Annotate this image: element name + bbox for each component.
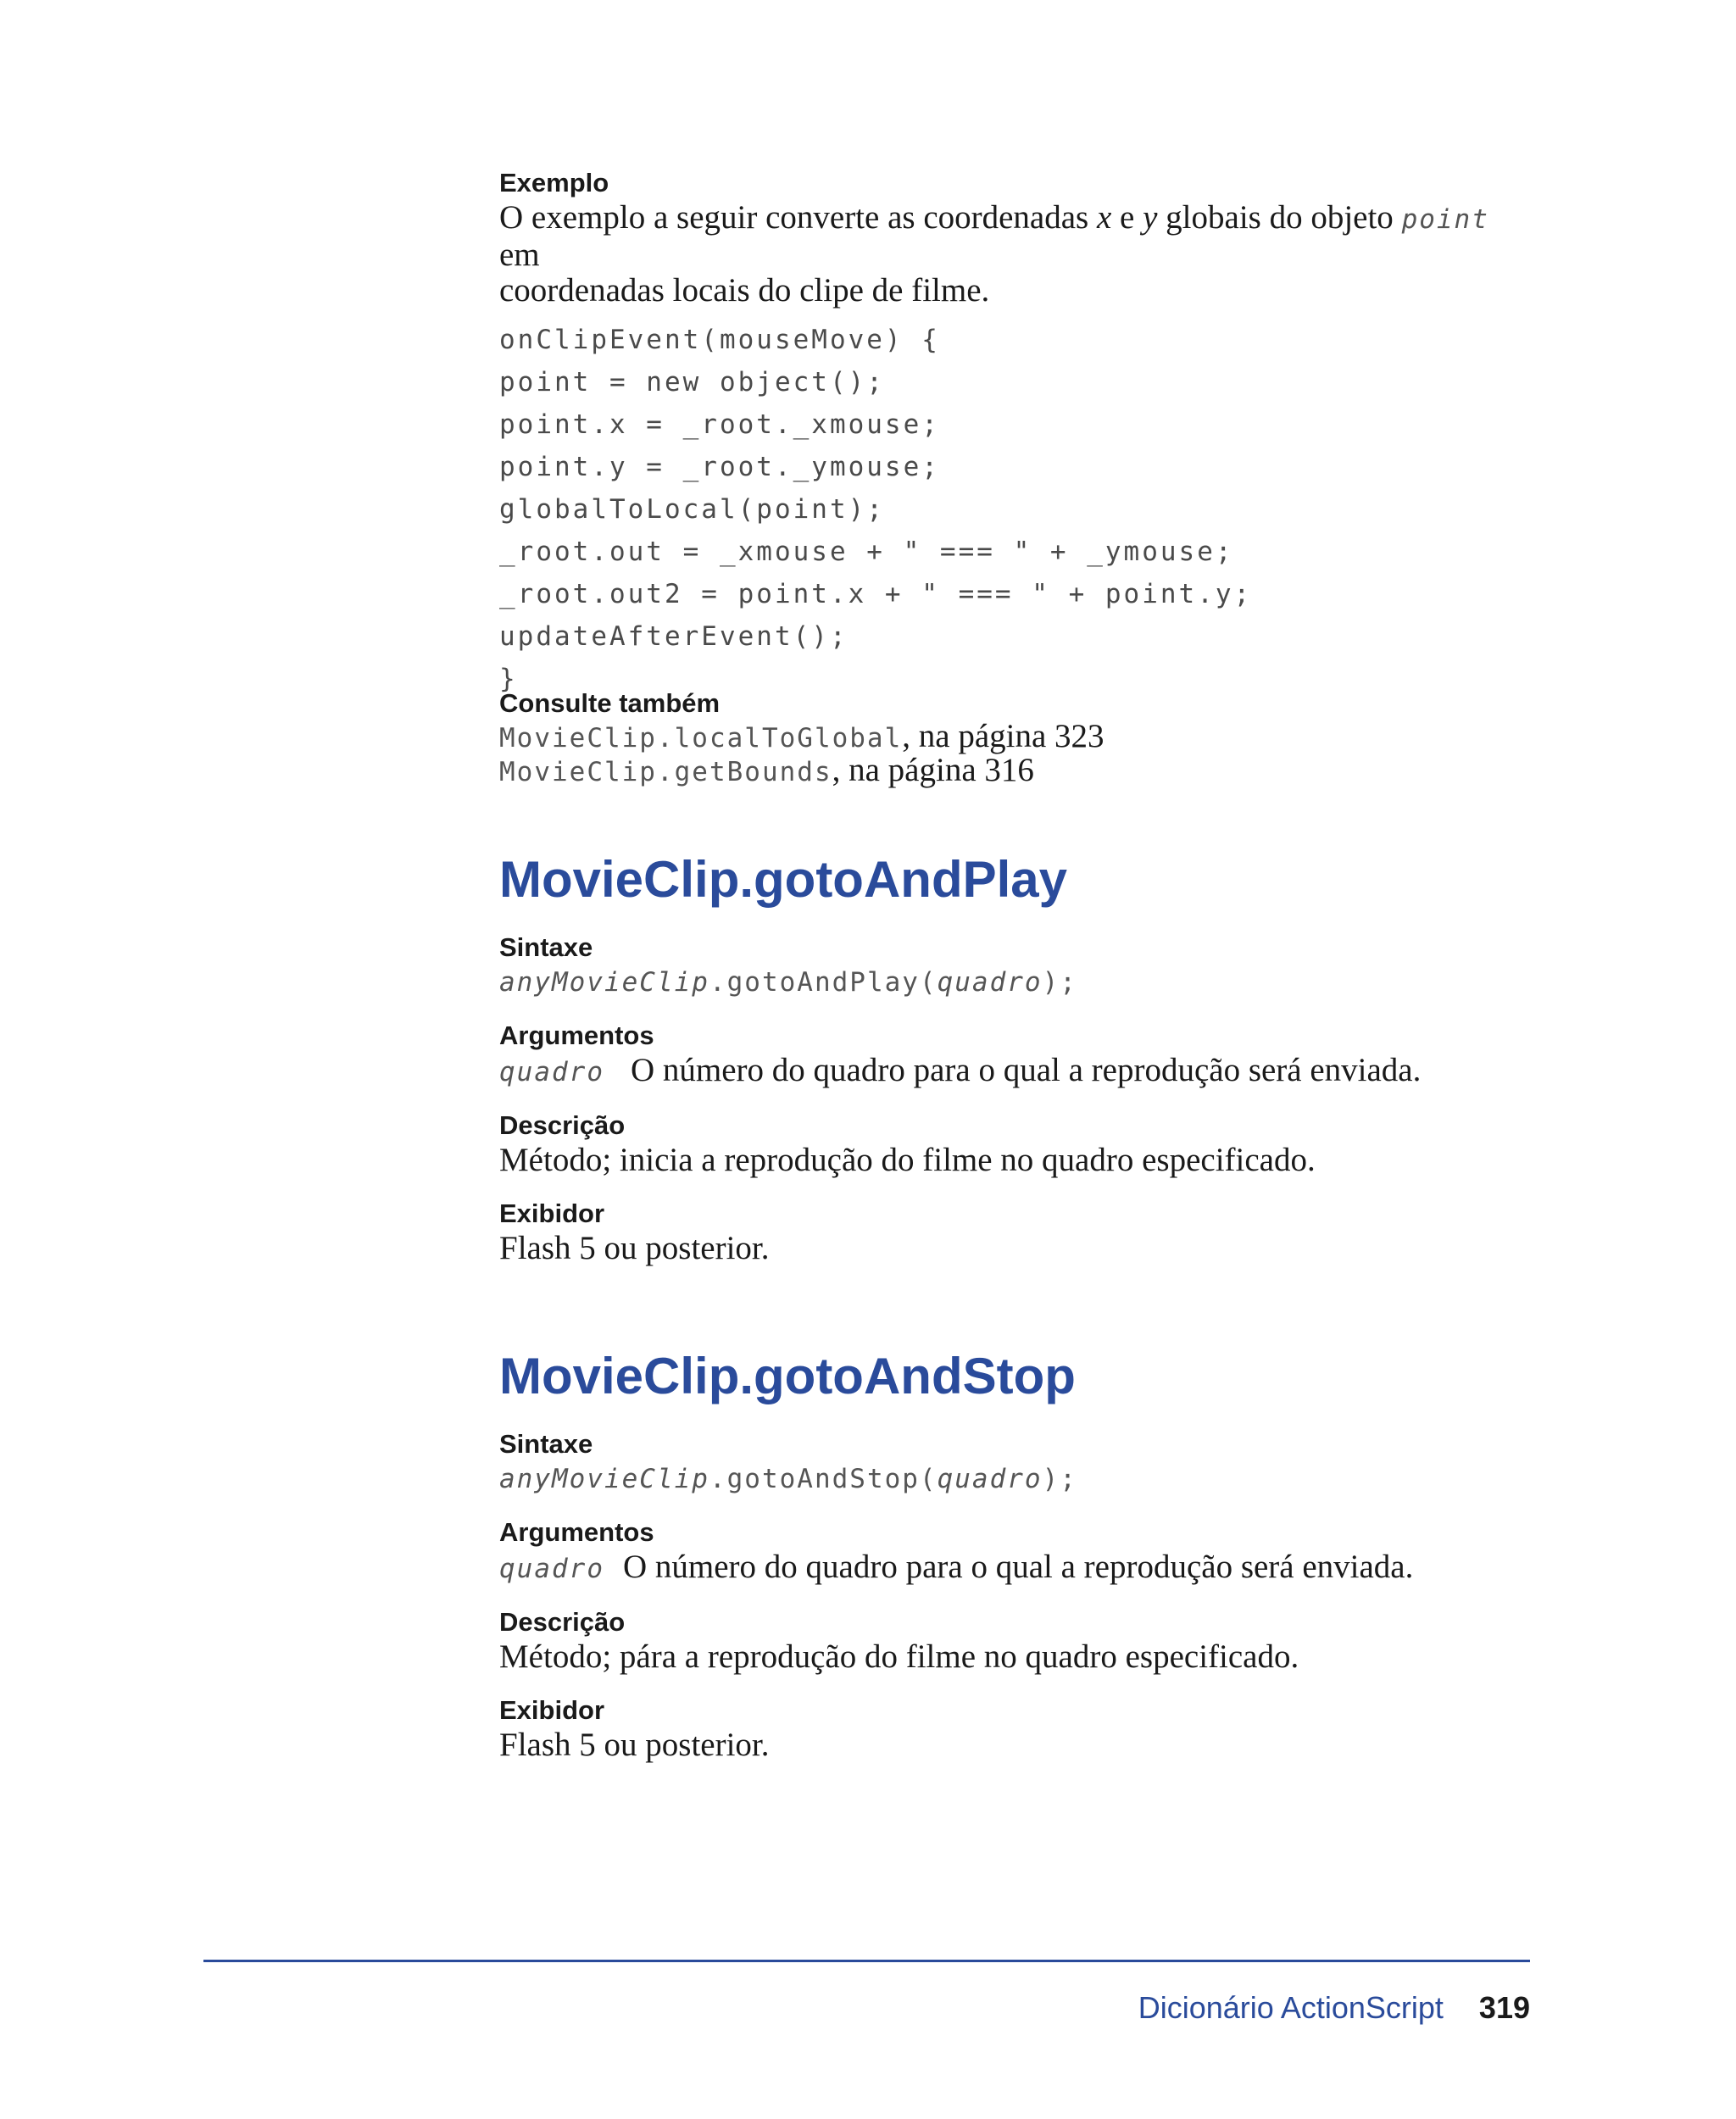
example-section [499, 166, 1533, 700]
argument-description: O número do quadro para o qual a reprodução será enviada. [631, 1052, 1422, 1088]
see-also-heading: Consulte também [499, 688, 721, 718]
code-line: point = new object(); [499, 367, 885, 398]
page-footer [1138, 1990, 1530, 2026]
code-line: point.y = _root._ymouse; [499, 452, 940, 482]
argument-description: O número do quadro para o qual a reprodução será enviada. [623, 1549, 1414, 1585]
point-code-word: point [1401, 204, 1489, 235]
description-text: Método; pára a reprodução do filme no quadro especificado. [499, 1638, 1299, 1675]
see-also-item[interactable]: MovieClip.getBounds, na página 316 [499, 752, 1034, 788]
see-also-link-code[interactable]: MovieClip.localToGlobal [499, 723, 903, 754]
entry-goto-and-play [499, 849, 1533, 1266]
code-line: point.x = _root._xmouse; [499, 409, 940, 440]
code-line: globalToLocal(point); [499, 494, 885, 525]
code-block [499, 319, 1533, 700]
footer-title: Dicionário ActionScript [1138, 1990, 1444, 2025]
description-text: Método; inicia a reprodução do filme no quadro especificado. [499, 1142, 1316, 1178]
entry-title: MovieClip.gotoAndPlay [499, 851, 1068, 908]
footer-rule [203, 1960, 1530, 1962]
code-line: } [499, 664, 518, 694]
page-number: 319 [1478, 1990, 1530, 2025]
arguments-heading: Argumentos [499, 1021, 654, 1050]
x-variable: x [1096, 199, 1112, 236]
player-text: Flash 5 ou posterior. [499, 1727, 770, 1763]
syntax-heading: Sintaxe [499, 1429, 593, 1459]
description-heading: Descrição [499, 1110, 626, 1140]
see-also-item[interactable]: MovieClip.localToGlobal, na página 323 [499, 718, 1104, 754]
entry-goto-and-stop [499, 1346, 1533, 1763]
player-heading: Exibidor [499, 1695, 605, 1725]
description-heading: Descrição [499, 1607, 626, 1637]
see-also-section [499, 687, 1533, 788]
syntax-heading: Sintaxe [499, 932, 593, 962]
code-line: _root.out2 = point.x + " === " + point.y; [499, 579, 1253, 609]
player-text: Flash 5 ou posterior. [499, 1230, 770, 1266]
code-line: _root.out = _xmouse + " === " + _ymouse; [499, 537, 1234, 567]
see-also-link-code[interactable]: MovieClip.getBounds [499, 757, 832, 787]
syntax-line: anyMovieClip.gotoAndPlay(quadro); [499, 967, 1077, 998]
argument-name: quadro [499, 1057, 604, 1087]
code-line: onClipEvent(mouseMove) { [499, 325, 940, 355]
code-line: updateAfterEvent(); [499, 621, 849, 652]
argument-row [499, 1053, 1533, 1090]
player-heading: Exibidor [499, 1199, 605, 1228]
arguments-heading: Argumentos [499, 1517, 654, 1547]
argument-row [499, 1549, 1533, 1587]
y-variable: y [1143, 199, 1158, 236]
argument-name: quadro [499, 1554, 604, 1584]
example-paragraph: O exemplo a seguir converte as coordenadas x e y globais do objeto point em coordenadas locais do clipe de filme. [499, 199, 1489, 309]
entry-title: MovieClip.gotoAndStop [499, 1348, 1076, 1404]
example-heading: Exemplo [499, 168, 609, 197]
syntax-line: anyMovieClip.gotoAndStop(quadro); [499, 1464, 1077, 1494]
